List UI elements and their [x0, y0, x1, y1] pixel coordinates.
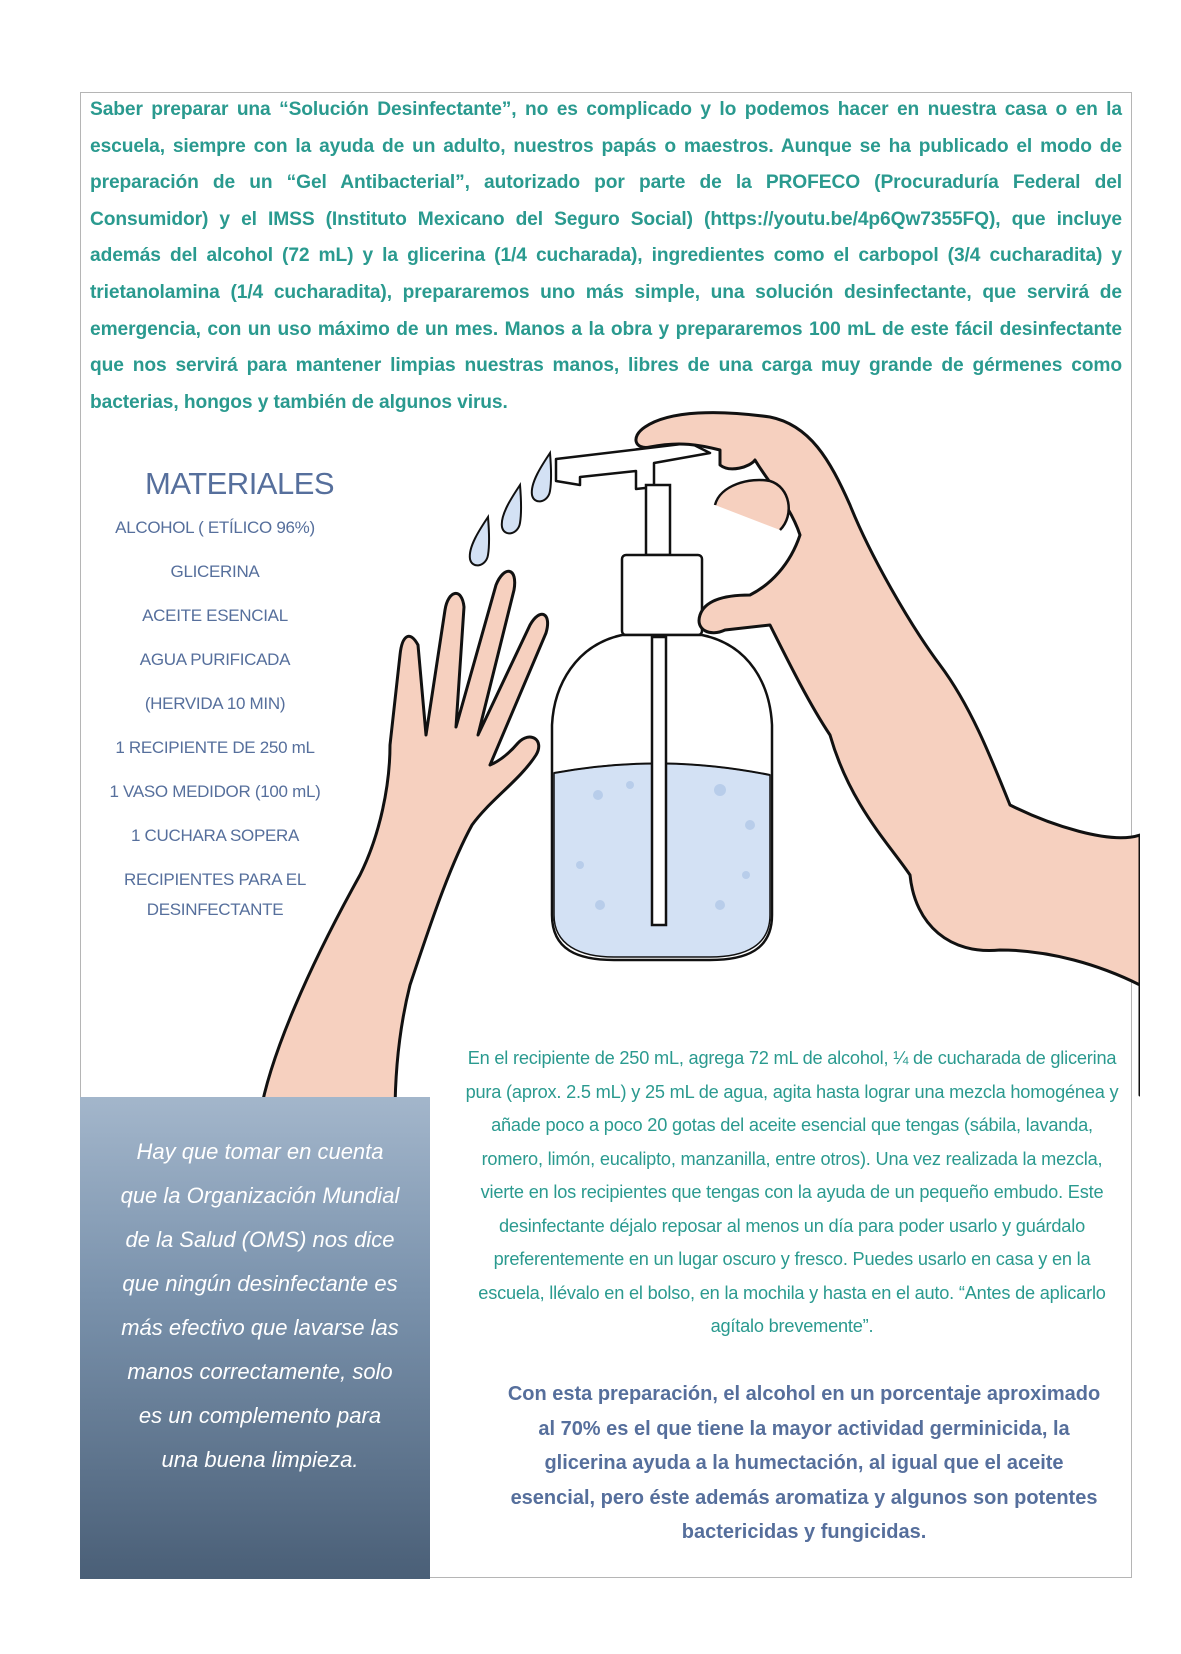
- pump-bottle-icon: [552, 443, 772, 960]
- material-item: 1 CUCHARA SOPERA: [130, 826, 300, 845]
- material-item: ALCOHOL ( ETÍLICO 96%): [115, 518, 315, 537]
- material-item: ACEITE ESENCIAL: [142, 606, 288, 625]
- open-hand-icon: [260, 571, 548, 1115]
- instructions-paragraph: En el recipiente de 250 mL, agrega 72 mL de alcohol, ¼ de cucharada de glicerina pura (aprox. 2.5 mL) y 25 mL de agua, agita hasta lograr una mezcla homogénea y añade poco a poco 20 gotas del aceite esencial que tengas (sábila, lavanda, romero, limón, eucalipto, manzanilla, entre otros). Una vez realizada la mezcla, vierte en los recipientes que tengas con la ayuda de un pequeño embudo. Este desinfectante déjalo reposar al menos un día para poder usarlo y guárdalo preferentemente en un lugar oscuro y fresco. Puedes usarlo en casa y en la escuela, llévalo en el bolso, en la mochila y hasta en el auto. “Antes de aplicarlo agítalo brevemente”.: [465, 1048, 1119, 1336]
- material-item: DESINFECTANTE: [146, 900, 284, 919]
- note-text: Hay que tomar en cuenta que la Organización Mundial de la Salud (OMS) nos dice que ningún desinfectante es más efectivo que lavarse las manos correctamente, solo es un complemento para una buena limpieza.: [120, 1139, 400, 1472]
- material-item: 1 VASO MEDIDOR (100 mL): [109, 782, 321, 801]
- material-item: RECIPIENTES PARA EL: [124, 870, 306, 889]
- material-item: GLICERINA: [170, 562, 260, 581]
- material-item: AGUA PURIFICADA: [139, 650, 291, 669]
- hand-sanitizer-illustration: [250, 405, 1140, 1115]
- conclusion-paragraph: Con esta preparación, el alcohol en un porcentaje aproximado al 70% es el que tiene la mayor actividad germinicida, la glicerina ayuda a la humectación, al igual que el aceite esencial, pero éste además aromatiza y algunos son potentes bactericidas y fungicidas.: [507, 1383, 1101, 1543]
- droplet-icon: [470, 453, 551, 565]
- intro-paragraph: Saber preparar una “Solución Desinfectante”, no es complicado y lo podemos hacer en nuestra casa o en la escuela, siempre con la ayuda de un adulto, nuestros papás o maestros. Aunque se ha publicado el modo de preparación de un “Gel Antibacterial”, autorizado por parte de la PROFECO (Procuraduría Federal del Consumidor) y el IMSS (Instituto Mexicano del Seguro Social) (https://youtu.be/4p6Qw7355FQ), que incluye además del alcohol (72 mL) y la glicerina (1/4 cucharada), ingredientes como el carbopol (3/4 cucharadita) y trietanolamina (1/4 cucharadita), prepararemos uno más simple, una solución desinfectante, que servirá de emergencia, con un uso máximo de un mes. Manos a la obra y prepararemos 100 mL de este fácil desinfectante que nos servirá para mantener limpias nuestras manos, libres de una carga muy grande de gérmenes como bacterias, hongos y también de algunos virus.: [90, 99, 1122, 413]
- material-item: (HERVIDA 10 MIN): [144, 694, 286, 713]
- material-item: 1 RECIPIENTE DE 250 mL: [115, 738, 315, 757]
- materials-title: MATERIALES: [145, 466, 335, 501]
